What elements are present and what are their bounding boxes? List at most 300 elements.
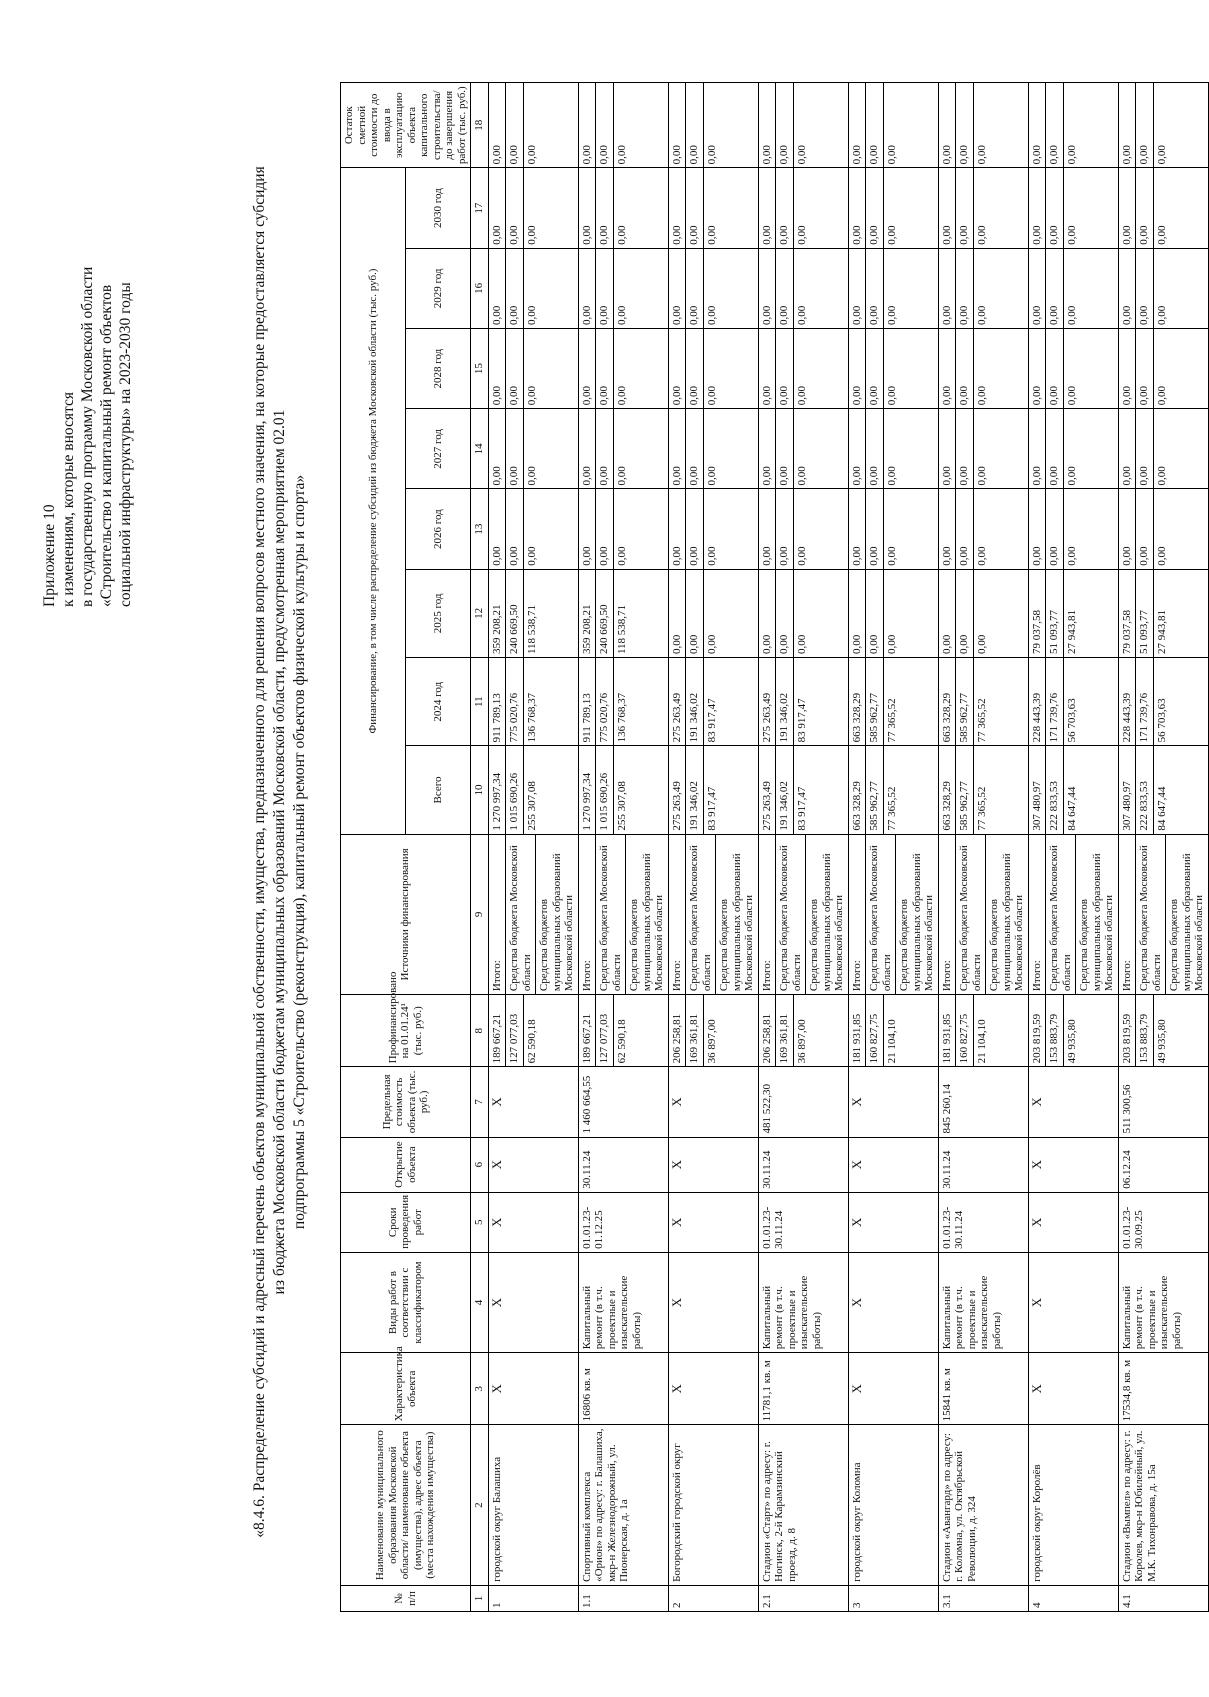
limit-cost: 1 460 664,55 — [578, 1067, 668, 1137]
financed-value: 21 104,10 — [973, 995, 989, 1066]
amount-value: 56 703,63 — [1063, 658, 1079, 745]
amount-value: 1 015 690,26 — [595, 746, 611, 833]
financed-cell — [848, 995, 938, 1067]
sources-cell — [758, 834, 848, 995]
column-index-cell: 1 — [471, 1585, 489, 1611]
zero-value: 0,00 — [1135, 409, 1151, 488]
financed-value: 160 827,75 — [955, 995, 971, 1066]
amount-value: 911 789,13 — [490, 693, 503, 743]
zero-value: 0,00 — [490, 546, 503, 566]
financed-cell — [938, 995, 1028, 1067]
zero-value: 0,00 — [1045, 83, 1061, 167]
zero-value: 0,00 — [865, 168, 881, 247]
zero-value: 0,00 — [1030, 466, 1043, 486]
column-index-cell: 16 — [471, 248, 489, 328]
table-row — [938, 83, 1028, 1612]
amount-y2027 — [488, 409, 578, 489]
row-number: 3.1 — [938, 1585, 1028, 1611]
zero-value: 0,00 — [775, 83, 791, 167]
zero-value: 0,00 — [973, 83, 989, 167]
financed-cell — [1118, 995, 1208, 1067]
zero-value: 0,00 — [955, 490, 971, 569]
zero-value: 0,00 — [1045, 490, 1061, 569]
column-index-cell: 13 — [471, 489, 489, 569]
row-number: 1.1 — [578, 1585, 668, 1611]
header-2026: 2026 год — [406, 489, 471, 569]
zero-value: 0,00 — [580, 466, 593, 486]
amount-y2027 — [848, 409, 938, 489]
zero-value: 0,00 — [523, 329, 539, 408]
amount-y2024 — [668, 658, 758, 746]
zero-value: 0,00 — [793, 249, 809, 328]
zero-value: 0,00 — [760, 466, 773, 486]
zero-value: 0,00 — [850, 225, 863, 245]
zero-value: 0,00 — [793, 168, 809, 247]
object-name: городской округ Балашиха — [488, 1425, 578, 1586]
amount-total — [938, 746, 1028, 834]
zero-value: 0,00 — [1045, 249, 1061, 328]
amount-value: 83 917,47 — [703, 658, 719, 745]
zero-value: 0,00 — [1045, 409, 1061, 488]
zero-value: 0,00 — [973, 329, 989, 408]
financed-value: 153 883,79 — [1135, 995, 1151, 1066]
financed-value: 203 819,59 — [1120, 1013, 1133, 1064]
opening-date: 30.11.24 — [578, 1137, 668, 1192]
object-characteristic: X — [1028, 1353, 1118, 1425]
zero-value: 0,00 — [490, 145, 503, 165]
amount-y2024 — [938, 658, 1028, 746]
zero-value: 0,00 — [1030, 546, 1043, 566]
limit-cost: X — [848, 1067, 938, 1137]
financed-value: 127 077,03 — [505, 995, 521, 1066]
amount-y2030 — [938, 168, 1028, 248]
zero-value: 0,00 — [703, 490, 719, 569]
financed-cell — [1028, 995, 1118, 1067]
source-label: Средства бюджета Московской области — [775, 835, 803, 995]
table-row — [848, 83, 938, 1612]
zero-value: 0,00 — [1135, 249, 1151, 328]
sources-cell — [1118, 834, 1208, 995]
amount-y2025 — [938, 569, 1028, 657]
amount-y2026 — [488, 489, 578, 569]
work-dates: X — [488, 1192, 578, 1252]
works-type: Капитальный ремонт (в т.ч. проектные и изыскательские работы) — [938, 1252, 1028, 1352]
amount-remaining — [1028, 83, 1118, 168]
sources-cell — [668, 834, 758, 995]
zero-value: 0,00 — [955, 409, 971, 488]
zero-value: 0,00 — [955, 168, 971, 247]
zero-value: 0,00 — [883, 409, 899, 488]
amount-value: 663 328,29 — [850, 692, 863, 743]
table-row — [488, 83, 578, 1612]
row-number: 4 — [1028, 1585, 1118, 1611]
zero-value: 0,00 — [1045, 329, 1061, 408]
zero-value: 0,00 — [580, 546, 593, 566]
source-label: Средства бюджетов муниципальных образований Московской области — [985, 835, 1026, 995]
amount-value: 27 943,81 — [1153, 570, 1169, 657]
financed-value: 169 361,81 — [685, 995, 701, 1066]
source-label: Средства бюджетов муниципальных образований Московской области — [805, 835, 846, 995]
opening-date: X — [488, 1137, 578, 1192]
amount-y2029 — [1028, 248, 1118, 328]
limit-cost: X — [668, 1067, 758, 1137]
object-name: Стадион «Авангард» по адресу: г. Коломна, ул. Октябрьской Революции, д. 324 — [938, 1425, 1028, 1586]
amount-value: 307 480,97 — [1030, 781, 1043, 831]
amount-remaining — [848, 83, 938, 168]
zero-value: 0,00 — [973, 409, 989, 488]
zero-value: 0,00 — [490, 466, 503, 486]
amount-value: 51 093,77 — [1135, 570, 1151, 657]
work-dates: X — [848, 1192, 938, 1252]
zero-value: 0,00 — [580, 305, 593, 325]
zero-value: 0,00 — [760, 305, 773, 325]
amount-value: 83 917,47 — [793, 746, 809, 833]
amount-value: 0,00 — [973, 570, 989, 657]
column-index-cell: 7 — [471, 1067, 489, 1137]
object-characteristic: X — [488, 1353, 578, 1425]
amount-value: 27 943,81 — [1063, 570, 1079, 657]
zero-value: 0,00 — [955, 249, 971, 328]
amount-y2030 — [758, 168, 848, 248]
zero-value: 0,00 — [1030, 305, 1043, 325]
zero-value: 0,00 — [940, 386, 953, 406]
appendix-note — [40, 87, 135, 607]
zero-value: 0,00 — [595, 249, 611, 328]
zero-value: 0,00 — [1153, 409, 1169, 488]
sources-cell — [848, 834, 938, 995]
object-name: Стадион «Вымпел» по адресу: г. Королев, мкр-н Юбилейный, ул. М.К. Тихонравова, д. 15а — [1118, 1425, 1208, 1586]
financed-value: 49 935,80 — [1063, 995, 1079, 1066]
amount-y2029 — [578, 248, 668, 328]
amount-value: 191 346,02 — [685, 658, 701, 745]
zero-value: 0,00 — [1030, 386, 1043, 406]
opening-date: 06.12.24 — [1118, 1137, 1208, 1192]
amount-value: 118 538,71 — [523, 570, 539, 657]
amount-y2027 — [1118, 409, 1208, 489]
zero-value: 0,00 — [883, 83, 899, 167]
source-label: Средства бюджетов муниципальных образований Московской области — [1075, 835, 1116, 995]
column-index-cell: 4 — [471, 1252, 489, 1352]
amount-value: 79 037,58 — [1120, 610, 1133, 655]
amount-y2026 — [578, 489, 668, 569]
zero-value: 0,00 — [595, 490, 611, 569]
zero-value: 0,00 — [760, 225, 773, 245]
zero-value: 0,00 — [670, 466, 683, 486]
zero-value: 0,00 — [973, 168, 989, 247]
sources-cell — [938, 834, 1028, 995]
financed-cell — [488, 995, 578, 1067]
header-dates: Сроки проведения работ — [341, 1192, 471, 1252]
zero-value: 0,00 — [940, 225, 953, 245]
zero-value: 0,00 — [850, 466, 863, 486]
zero-value: 0,00 — [1063, 490, 1079, 569]
zero-value: 0,00 — [940, 305, 953, 325]
amount-value: 228 443,39 — [1120, 692, 1133, 743]
amount-value: 255 307,08 — [523, 746, 539, 833]
limit-cost: 845 260,14 — [938, 1067, 1028, 1137]
zero-value: 0,00 — [775, 329, 791, 408]
amount-value: 191 346,02 — [775, 746, 791, 833]
amount-value: 0,00 — [850, 634, 863, 655]
zero-value: 0,00 — [760, 546, 773, 566]
opening-date: X — [668, 1137, 758, 1192]
amount-y2025 — [1118, 569, 1208, 657]
zero-value: 0,00 — [955, 83, 971, 167]
amount-y2028 — [1028, 329, 1118, 409]
table-row — [1118, 83, 1208, 1612]
work-dates: X — [1028, 1192, 1118, 1252]
work-dates: X — [668, 1192, 758, 1252]
amount-y2027 — [758, 409, 848, 489]
zero-value: 0,00 — [1120, 305, 1133, 325]
object-name: Спортивный комплекса «Орион» по адресу: г. Балашиха, мкр-н Железнодорожный, ул. Пионерская, д. 1а — [578, 1425, 668, 1586]
financed-value: 206 258,81 — [670, 1013, 683, 1064]
header-name: Наименование муниципального образования Московской области/ наименование объекта (имущества), адрес объекта (места нахождения имущества) — [341, 1425, 471, 1586]
amount-value: 307 480,97 — [1120, 781, 1133, 831]
zero-value: 0,00 — [703, 329, 719, 408]
header-limit-cost: Предельная стоимость объекта (тыс. руб.) — [341, 1067, 471, 1137]
financed-value: 169 361,81 — [775, 995, 791, 1066]
works-type: Капитальный ремонт (в т.ч. проектные и изыскательские работы) — [1118, 1252, 1208, 1352]
source-label: Итого: — [580, 960, 593, 992]
amount-y2025 — [668, 569, 758, 657]
works-type: Капитальный ремонт (в т.ч. проектные и изыскательские работы) — [758, 1252, 848, 1352]
amount-value: 77 365,52 — [973, 658, 989, 745]
title-line-1: «8.4.6. Распределение субсидий и адресный перечень объектов муниципальной собственности, имущества, предназначенного для решения вопросов местного значения, на которые предоставляется субсидия — [251, 166, 268, 1538]
amount-y2028 — [668, 329, 758, 409]
amount-value: 359 208,21 — [490, 604, 503, 655]
financed-value: 36 897,00 — [793, 995, 809, 1066]
opening-date: X — [848, 1137, 938, 1192]
work-dates: 01.01.23-30.09.25 — [1118, 1192, 1208, 1252]
zero-value: 0,00 — [490, 225, 503, 245]
zero-value: 0,00 — [1153, 83, 1169, 167]
amount-y2024 — [578, 658, 668, 746]
document-title — [250, 117, 310, 1587]
amount-value: 1 015 690,26 — [505, 746, 521, 833]
work-dates: 01.01.23-30.11.24 — [758, 1192, 848, 1252]
amount-value: 775 020,76 — [595, 658, 611, 745]
amount-value: 222 833,53 — [1045, 746, 1061, 833]
amount-value: 775 020,76 — [505, 658, 521, 745]
zero-value: 0,00 — [1063, 83, 1079, 167]
zero-value: 0,00 — [685, 329, 701, 408]
financed-value: 62 590,18 — [523, 995, 539, 1066]
amount-value: 663 328,29 — [850, 781, 863, 831]
appendix-line-3: в государственную программу Московской области — [79, 266, 96, 607]
zero-value: 0,00 — [580, 225, 593, 245]
amount-value: 83 917,47 — [793, 658, 809, 745]
zero-value: 0,00 — [1135, 83, 1151, 167]
zero-value: 0,00 — [523, 83, 539, 167]
zero-value: 0,00 — [940, 145, 953, 165]
row-number: 2.1 — [758, 1585, 848, 1611]
source-label: Средства бюджета Московской области — [1135, 835, 1163, 995]
amount-value: 240 669,50 — [505, 570, 521, 657]
amount-y2024 — [848, 658, 938, 746]
amount-y2029 — [488, 248, 578, 328]
zero-value: 0,00 — [775, 249, 791, 328]
financed-value: 62 590,18 — [613, 995, 629, 1066]
amount-total — [1118, 746, 1208, 834]
source-label: Средства бюджета Московской области — [505, 835, 533, 995]
work-dates: 01.01.23-01.12.25 — [578, 1192, 668, 1252]
row-number: 4.1 — [1118, 1585, 1208, 1611]
zero-value: 0,00 — [865, 329, 881, 408]
appendix-line-5: социальной инфраструктуры» на 2023-2030 годы — [117, 282, 134, 607]
title-line-2: из бюджета Московской области бюджетам муниципальных образований Московской области, предусмотренная мероприятием 02.01 — [271, 409, 288, 1295]
zero-value: 0,00 — [1153, 168, 1169, 247]
amount-y2029 — [1118, 248, 1208, 328]
zero-value: 0,00 — [1153, 329, 1169, 408]
financed-cell — [578, 995, 668, 1067]
object-characteristic: X — [848, 1353, 938, 1425]
amount-value: 84 647,44 — [1153, 746, 1169, 833]
zero-value: 0,00 — [1135, 329, 1151, 408]
zero-value: 0,00 — [1120, 466, 1133, 486]
zero-value: 0,00 — [685, 83, 701, 167]
amount-value: 56 703,63 — [1153, 658, 1169, 745]
amount-value: 911 789,13 — [580, 693, 593, 743]
amount-y2028 — [578, 329, 668, 409]
header-remaining: Остаток сметной стоимости до ввода в эксплуатацию объекта капитального строительства/до завершения работ (тыс. руб.) — [341, 83, 471, 168]
amount-value: 275 263,49 — [760, 692, 773, 743]
zero-value: 0,00 — [523, 249, 539, 328]
header-2025: 2025 год — [406, 569, 471, 657]
zero-value: 0,00 — [850, 546, 863, 566]
limit-cost: X — [488, 1067, 578, 1137]
zero-value: 0,00 — [670, 305, 683, 325]
amount-y2027 — [938, 409, 1028, 489]
amount-y2030 — [668, 168, 758, 248]
zero-value: 0,00 — [595, 329, 611, 408]
header-financing: Финансирование, в том числе распределение субсидий из бюджета Московской области (тыс. руб.) — [341, 168, 406, 834]
amount-y2030 — [1118, 168, 1208, 248]
financed-value: 181 931,85 — [850, 1013, 863, 1064]
amount-value: 79 037,58 — [1030, 610, 1043, 655]
table-row — [1028, 83, 1118, 1612]
zero-value: 0,00 — [595, 409, 611, 488]
zero-value: 0,00 — [1120, 145, 1133, 165]
opening-date: 30.11.24 — [938, 1137, 1028, 1192]
zero-value: 0,00 — [1063, 249, 1079, 328]
financed-value: 189 667,21 — [490, 1013, 503, 1064]
amount-value: 585 962,77 — [955, 746, 971, 833]
amount-y2027 — [578, 409, 668, 489]
amount-remaining — [668, 83, 758, 168]
header-characteristic: Характеристика объекта — [341, 1353, 471, 1425]
source-label: Итого: — [670, 960, 683, 992]
amount-value: 83 917,47 — [703, 746, 719, 833]
zero-value: 0,00 — [613, 168, 629, 247]
amount-value: 1 270 997,34 — [580, 772, 593, 831]
amount-total — [848, 746, 938, 834]
object-characteristic: 17534,8 кв. м — [1118, 1353, 1208, 1425]
amount-y2026 — [758, 489, 848, 569]
header-2027: 2027 год — [406, 409, 471, 489]
amount-y2028 — [488, 329, 578, 409]
zero-value: 0,00 — [850, 386, 863, 406]
column-index-cell: 6 — [471, 1137, 489, 1192]
amount-value: 0,00 — [865, 570, 881, 657]
amount-remaining — [488, 83, 578, 168]
amount-y2024 — [488, 658, 578, 746]
amount-value: 0,00 — [775, 570, 791, 657]
zero-value: 0,00 — [865, 249, 881, 328]
column-index-row — [471, 83, 489, 1612]
zero-value: 0,00 — [955, 329, 971, 408]
column-index-cell: 18 — [471, 83, 489, 168]
zero-value: 0,00 — [703, 83, 719, 167]
amount-y2029 — [848, 248, 938, 328]
zero-value: 0,00 — [883, 249, 899, 328]
amount-y2028 — [1118, 329, 1208, 409]
amount-y2027 — [1028, 409, 1118, 489]
source-label: Средства бюджетов муниципальных образований Московской области — [625, 835, 666, 995]
header-row-1 — [341, 83, 406, 1612]
zero-value: 0,00 — [685, 490, 701, 569]
subsidy-table — [340, 82, 1209, 1612]
amount-y2025 — [758, 569, 848, 657]
table-row — [578, 83, 668, 1612]
table-row — [758, 83, 848, 1612]
amount-total — [488, 746, 578, 834]
amount-value: 585 962,77 — [865, 746, 881, 833]
zero-value: 0,00 — [1153, 249, 1169, 328]
amount-value: 240 669,50 — [595, 570, 611, 657]
object-name: Богородский городской округ — [668, 1425, 758, 1586]
zero-value: 0,00 — [613, 249, 629, 328]
source-label: Итого: — [940, 960, 953, 992]
zero-value: 0,00 — [670, 225, 683, 245]
zero-value: 0,00 — [685, 249, 701, 328]
financed-value: 160 827,75 — [865, 995, 881, 1066]
amount-value: 0,00 — [793, 570, 809, 657]
financed-value: 153 883,79 — [1045, 995, 1061, 1066]
column-index-cell: 9 — [471, 834, 489, 995]
sources-cell — [488, 834, 578, 995]
amount-y2026 — [848, 489, 938, 569]
amount-total — [758, 746, 848, 834]
zero-value: 0,00 — [580, 386, 593, 406]
amount-value: 191 346,02 — [685, 746, 701, 833]
amount-y2030 — [848, 168, 938, 248]
limit-cost: X — [1028, 1067, 1118, 1137]
zero-value: 0,00 — [775, 168, 791, 247]
amount-value: 275 263,49 — [760, 781, 773, 831]
column-index-cell: 11 — [471, 658, 489, 746]
amount-y2024 — [758, 658, 848, 746]
amount-y2025 — [578, 569, 668, 657]
limit-cost: 511 300,56 — [1118, 1067, 1208, 1137]
zero-value: 0,00 — [1063, 329, 1079, 408]
zero-value: 0,00 — [865, 83, 881, 167]
header-works: Виды работ в соответствии с классификатором — [341, 1252, 471, 1352]
object-characteristic: 11781,1 кв. м — [758, 1353, 848, 1425]
object-name: городской округ Коломна — [848, 1425, 938, 1586]
zero-value: 0,00 — [523, 490, 539, 569]
header-2030: 2030 год — [406, 168, 471, 248]
row-number: 2 — [668, 1585, 758, 1611]
zero-value: 0,00 — [685, 409, 701, 488]
amount-y2030 — [488, 168, 578, 248]
amount-value: 136 768,37 — [613, 658, 629, 745]
zero-value: 0,00 — [940, 546, 953, 566]
financed-value: 49 935,80 — [1153, 995, 1169, 1066]
column-index-cell: 12 — [471, 569, 489, 657]
amount-y2024 — [1118, 658, 1208, 746]
amount-value: 275 263,49 — [670, 692, 683, 743]
